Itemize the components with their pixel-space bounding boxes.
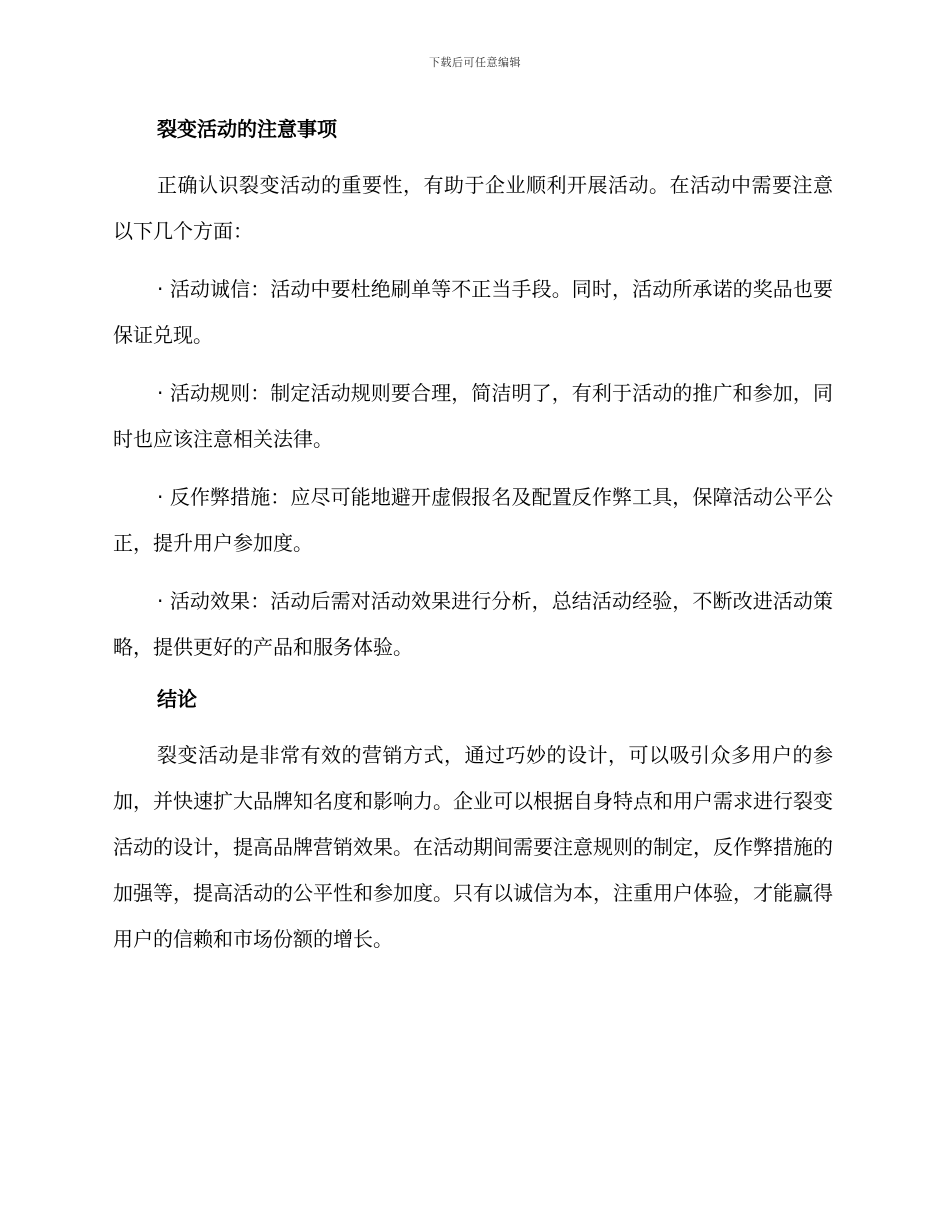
intro-paragraph: 正确认识裂变活动的重要性，有助于企业顺利开展活动。在活动中需要注意以下几个方面： [113, 173, 833, 243]
list-item-integrity: · 活动诚信：活动中要杜绝刷单等不正当手段。同时，活动所承诺的奖品也要保证兑现。 [113, 277, 833, 347]
list-item-effect: · 活动效果：活动后需对活动效果进行分析，总结活动经验，不断改进活动策略，提供更好的产品和服务体验。 [113, 589, 833, 659]
list-item-rules: · 活动规则：制定活动规则要合理，简洁明了，有利于活动的推广和参加，同时也应该注意相关法律。 [113, 381, 833, 451]
conclusion-paragraph: 裂变活动是非常有效的营销方式，通过巧妙的设计，可以吸引众多用户的参加，并快速扩大品牌知名度和影响力。企业可以根据自身特点和用户需求进行裂变活动的设计，提高品牌营销效果。在活动期间需要注意规则的制定，反作弊措施的加强等，提高活动的公平性和参加度。只有以诚信为本，注重用户体验，才能赢得用户的信赖和市场份额的增长。 [113, 743, 833, 951]
section-title-precautions: 裂变活动的注意事项 [157, 117, 337, 141]
list-item-anti-cheat: · 反作弊措施：应尽可能地避开虚假报名及配置反作弊工具，保障活动公平公正，提升用户参加度。 [113, 485, 833, 555]
header-note: 下载后可任意编辑 [429, 56, 521, 69]
document-content [113, 112, 833, 962]
section-title-conclusion: 结论 [157, 687, 197, 711]
